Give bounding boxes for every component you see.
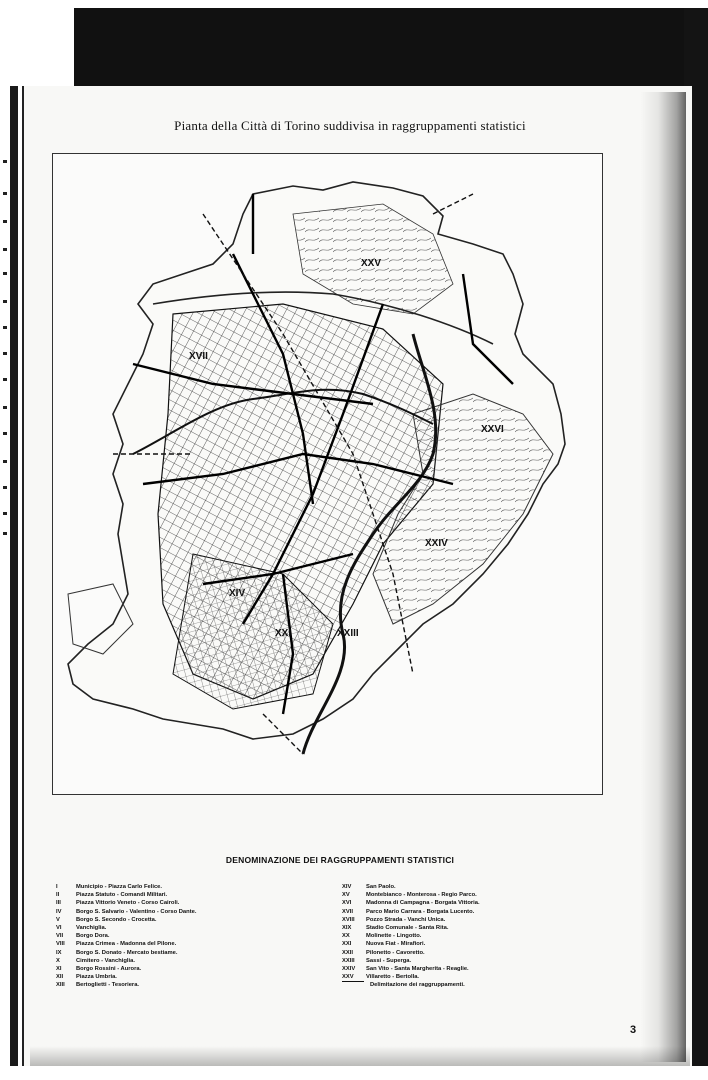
page-gutter-shadow bbox=[640, 92, 686, 1062]
map-label-xxiv: XXIV bbox=[425, 538, 448, 549]
legend-boundary-item: Delimitazione dei raggruppamenti. bbox=[342, 981, 642, 989]
legend-item: XVI Madonna di Campagna - Borgata Vittoria. bbox=[342, 900, 480, 907]
legend-item: XXI Nuova Fiat - Mirafiori. bbox=[342, 941, 426, 948]
map-label-xxv: XXV bbox=[361, 258, 382, 269]
legend-item: VIII Piazza Crimea - Madonna del Pilone. bbox=[56, 941, 177, 948]
scan-top-border bbox=[74, 8, 699, 90]
legend-item: XXIII Sassi - Superga. bbox=[342, 957, 412, 964]
legend-item: XX Molinette - Lingotto. bbox=[342, 933, 422, 940]
boundary-line-swatch bbox=[342, 981, 364, 989]
page-title: Pianta della Città di Torino suddivisa in raggruppamenti statistici bbox=[174, 118, 526, 133]
legend-item: XVIII Pozzo Strada - Vanchi Unica. bbox=[342, 916, 446, 923]
legend-item: XIV San Paolo. bbox=[342, 884, 396, 890]
legend-item: VII Borgo Dora. bbox=[56, 933, 110, 940]
legend-right-column bbox=[342, 883, 642, 989]
scan-side-marks bbox=[3, 160, 23, 540]
legend-item: XII Piazza Umbria. bbox=[56, 974, 117, 981]
map-label-xxi: XXI bbox=[275, 628, 292, 639]
legend-item: XVII Parco Mario Carrara - Borgata Lucento. bbox=[342, 908, 475, 915]
legend-item: X Cimitero - Vanchiglia. bbox=[56, 957, 135, 964]
legend-item: XXIV San Vito - Santa Margherita - Reaglie. bbox=[342, 965, 469, 972]
legend-item: IV Borgo S. Salvario - Valentino - Corso Dante. bbox=[56, 908, 197, 915]
map-label-xvii: XVII bbox=[189, 351, 208, 362]
map-label-xxvi: XXVI bbox=[481, 424, 504, 435]
legend-item: IX Borgo S. Donato - Mercato bestiame. bbox=[56, 949, 178, 956]
legend-title: DENOMINAZIONE DEI RAGGRUPPAMENTI STATISTICI bbox=[225, 855, 455, 865]
page-bottom-shadow bbox=[30, 1046, 690, 1066]
legend-item: XXV Villaretto - Bertolla. bbox=[342, 974, 420, 981]
legend-item: XIX Stadio Comunale - Santa Rita. bbox=[342, 924, 449, 931]
legend-item: II Piazza Statuto - Comandi Militari. bbox=[56, 892, 168, 899]
legend-item: XIII Bertoglietti - Tesoriera. bbox=[56, 982, 140, 989]
city-map bbox=[52, 153, 603, 795]
map-label-xiv: XIV bbox=[229, 588, 246, 599]
legend-item: V Borgo S. Secondo - Crocetta. bbox=[56, 916, 157, 923]
page-number: 3 bbox=[630, 1024, 637, 1036]
legend-item: XI Borgo Rossini - Aurora. bbox=[56, 965, 142, 972]
legend-item: III Piazza Vittorio Veneto - Corso Cairoli. bbox=[56, 900, 180, 907]
turin-map-drawing bbox=[53, 154, 602, 794]
legend-left-column bbox=[56, 883, 326, 989]
map-label-xxiii: XXIII bbox=[337, 628, 359, 639]
legend-item: I Municipio - Piazza Carlo Felice. bbox=[56, 884, 163, 890]
legend-item: VI Vanchiglia. bbox=[56, 924, 107, 931]
legend-item: XV Montebianco - Monterosa - Regio Parco. bbox=[342, 892, 477, 899]
legend-item: XXII Pilonetto - Cavoretto. bbox=[342, 949, 425, 956]
